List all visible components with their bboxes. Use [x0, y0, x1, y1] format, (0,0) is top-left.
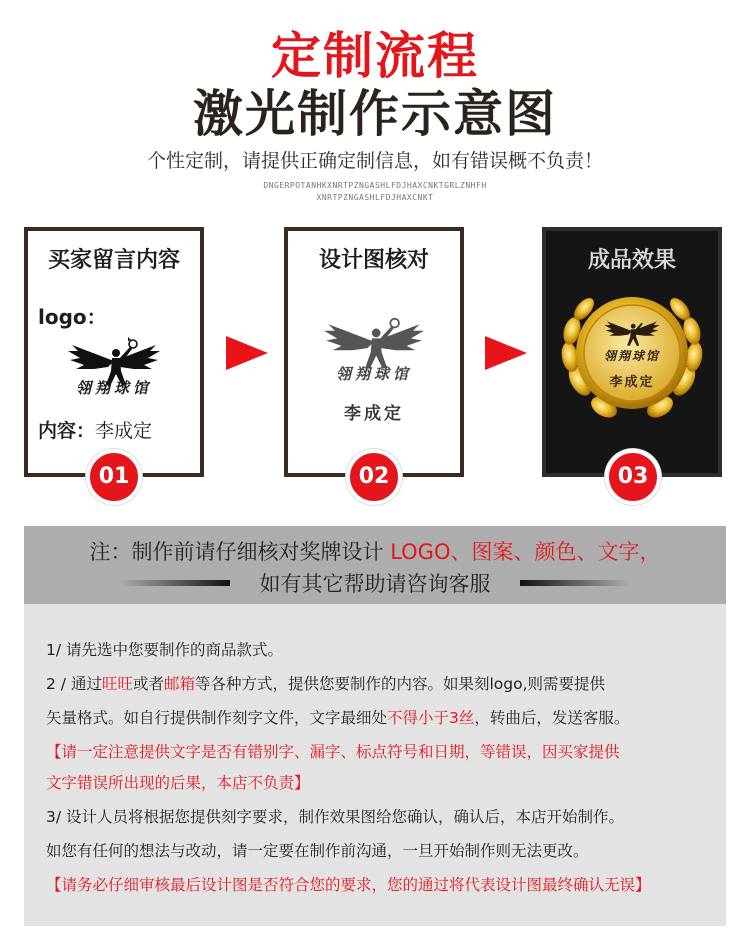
- step-title: 成品效果: [587, 248, 676, 273]
- content-label: 内容：: [38, 420, 96, 442]
- step-number-badge: 02: [346, 449, 402, 505]
- instruction-text: 2 / 通过: [46, 675, 102, 693]
- notice-line-1: [24, 536, 726, 566]
- notice-prefix: 注：制作前请仔细核对奖牌设计: [89, 540, 391, 564]
- min-width-highlight: 不得小于3丝: [387, 709, 475, 727]
- notice-line-2: 如有其它帮助请咨询客服: [259, 572, 491, 596]
- step-title: 买家留言内容: [47, 248, 180, 273]
- instruction-text: ，转曲后，发送客服。: [474, 709, 630, 727]
- instruction-step-1: 1/ 请先选中您要制作的商品款式。: [46, 641, 284, 659]
- instruction-changes: 如您有任何的想法与改动，请一定要在制作前沟通，一旦开始制作则无法更改。: [46, 842, 589, 860]
- warning-typo-line-1: 【请一定注意提供文字是否有错别字、漏字、标点符号和日期，等错误，因买家提供: [46, 743, 620, 761]
- content-row: [38, 416, 152, 443]
- instruction-text: 等各种方式，提供您要制作的内容。如果刻logo,则需要提供: [195, 675, 606, 693]
- warning-final-confirm: 【请务必仔细审核最后设计图是否符合您的要求，您的通过将代表设计图最终确认无误】: [46, 876, 651, 894]
- content-value: 李成定: [95, 420, 153, 442]
- page-subtitle-heading: 激光制作示意图: [193, 85, 557, 143]
- logo-label: logo：: [38, 305, 107, 329]
- step-card-buyer-message: [24, 227, 204, 477]
- wangwang-highlight: 旺旺: [101, 675, 133, 693]
- instruction-step-3: 3/ 设计人员将根据您提供刻字要求，制作效果图给您确认，确认后，本店开始制作。: [46, 808, 625, 826]
- step-title: 设计图核对: [318, 248, 429, 273]
- emblem-text: 翎翔球馆: [335, 365, 412, 383]
- arrow-right-icon: [485, 336, 527, 370]
- engraved-name: 李成定: [609, 375, 655, 390]
- email-highlight: 邮箱: [163, 675, 195, 693]
- step-number-badge: 03: [605, 449, 661, 505]
- decorative-letters-line-1: DNGERPOTANHKXNRTPZNGASHLFDJHAXCNKTGRLZNHFH: [263, 181, 487, 190]
- step-card-design-check: [284, 227, 464, 477]
- instruction-step-2: [46, 673, 716, 695]
- instruction-vector-format: [46, 707, 716, 729]
- instruction-text: 矢量格式。如自行提供制作刻字文件，文字最细处: [46, 709, 388, 727]
- emblem-text: 翎翔球馆: [75, 379, 152, 397]
- page-title: 定制流程: [271, 27, 479, 85]
- notice-highlight: LOGO、图案、颜色、文字，: [390, 540, 661, 564]
- engraved-name: 李成定: [344, 404, 404, 424]
- step-number-badge: 01: [86, 449, 142, 505]
- decorative-letters-line-2: XNRTPZNGASHLFDJHAXCNKT: [316, 193, 434, 202]
- step-card-final-product: [542, 227, 722, 477]
- emblem-text: 翎翔球馆: [603, 349, 660, 363]
- instruction-text: 或者: [132, 675, 164, 693]
- disclaimer-text: 个性定制，请提供正确定制信息，如有错误概不负责！: [146, 150, 603, 172]
- arrow-right-icon: [226, 336, 268, 370]
- warning-typo-line-2: 文字错误所出现的后果，本店不负责】: [46, 774, 310, 792]
